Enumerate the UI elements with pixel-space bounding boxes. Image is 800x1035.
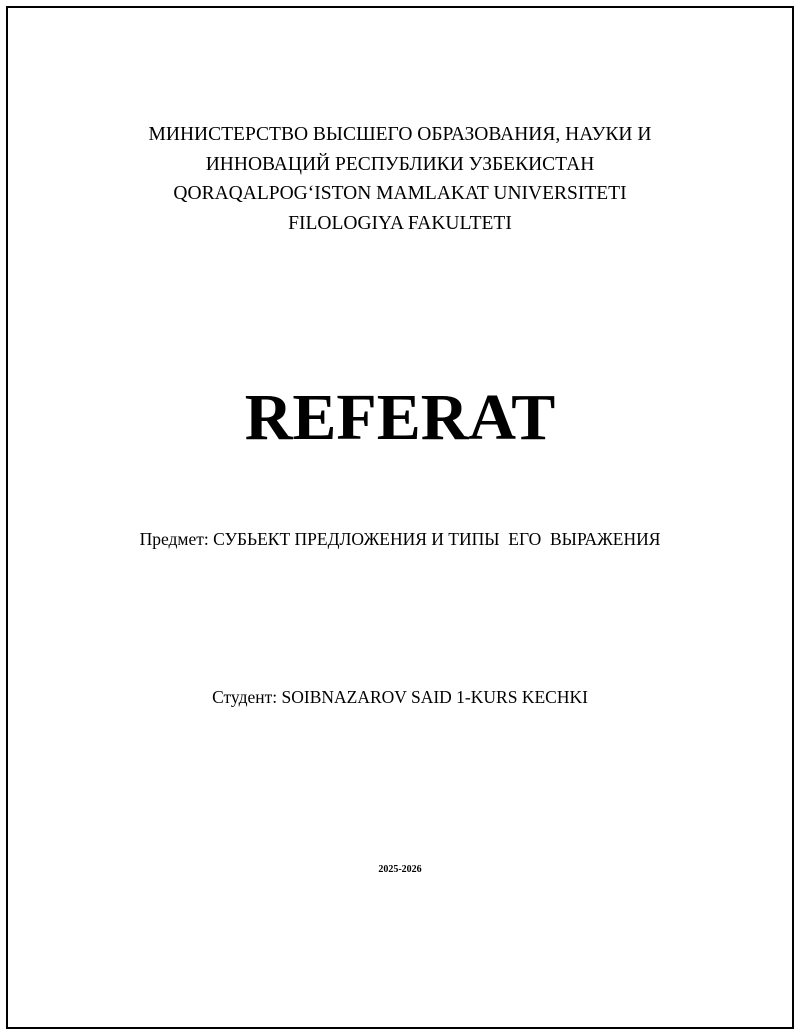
student-line: Студент: SOIBNAZAROV SAID 1-KURS KECHKI — [212, 687, 588, 707]
ministry-line-1: МИНИСТЕРСТВО ВЫСШЕГО ОБРАЗОВАНИЯ, НАУКИ И — [148, 124, 652, 145]
faculty-name: FILOLOGIYA FAKULTETI — [288, 212, 512, 234]
university-name: QORAQALPOG‘ISTON MAMLAKAT UNIVERSITETI — [173, 183, 627, 204]
ministry-line-2: ИННОВАЦИЙ РЕСПУБЛИКИ УЗБЕКИСТАН — [205, 153, 595, 175]
document-title: REFERAT — [244, 381, 556, 454]
subject-line: Предмет: СУБЬЕКТ ПРЕДЛОЖЕНИЯ И ТИПЫ ЕГО ВЫРАЖЕНИЯ — [139, 529, 661, 549]
institution-header — [0, 120, 800, 238]
academic-year: 2025-2026 — [378, 864, 422, 875]
